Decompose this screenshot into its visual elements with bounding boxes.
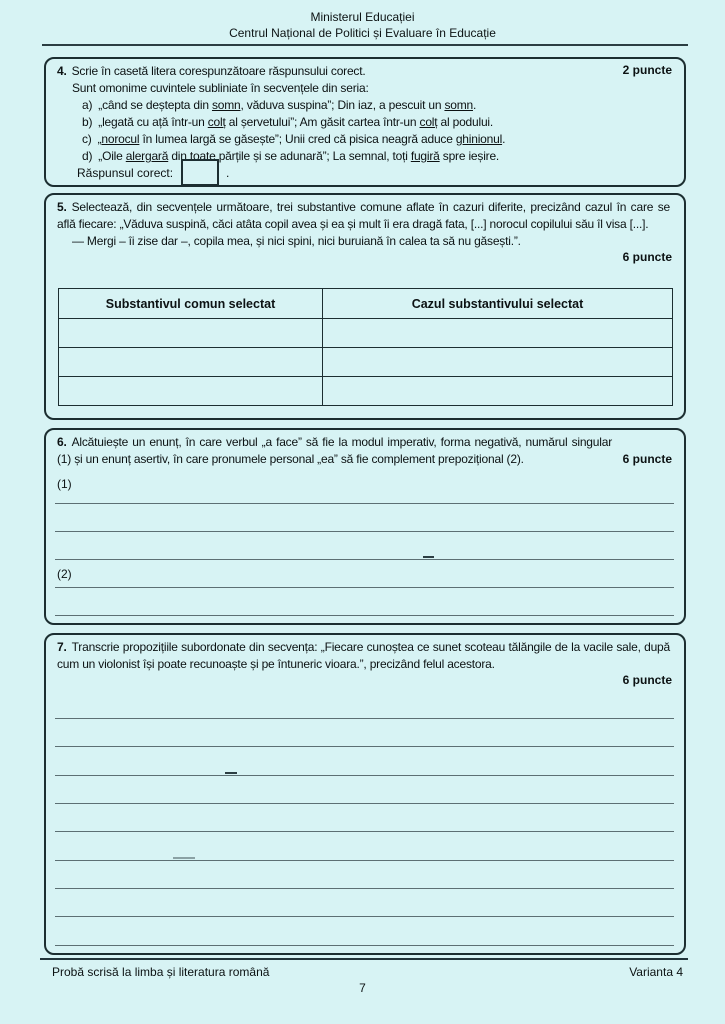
question-7-text — [46, 635, 684, 673]
answer-period: . — [226, 165, 230, 180]
question-6-number: 6. — [57, 435, 67, 449]
option-d-label: d) — [82, 149, 93, 163]
option-c-label: c) — [82, 132, 92, 146]
question-4-option-b — [82, 114, 670, 131]
table-row — [59, 348, 673, 377]
answer-1-label: (1) — [57, 477, 72, 491]
table-cell — [323, 377, 673, 406]
question-7-number: 7. — [57, 640, 67, 654]
question-4-prompt-line — [57, 63, 670, 80]
question-7-box — [44, 633, 686, 955]
underlined-word: colț — [207, 115, 226, 129]
question-5-points: 6 puncte — [622, 250, 672, 264]
answer-box — [181, 159, 219, 186]
underlined-word: alergară — [125, 149, 169, 163]
table-header-case: Cazul substantivului selectat — [323, 289, 673, 319]
header — [0, 9, 725, 41]
table-cell — [323, 319, 673, 348]
option-b-label: b) — [82, 115, 93, 129]
answer-2-label: (2) — [57, 567, 72, 581]
answer-line — [55, 587, 674, 588]
answer-label: Răspunsul corect: — [77, 165, 174, 180]
question-4-intro: Sunt omonime cuvintele subliniate în secvențele din seria: — [72, 81, 369, 95]
answer-line — [55, 775, 674, 776]
underlined-word: norocul — [101, 132, 140, 146]
table-cell — [323, 348, 673, 377]
option-b-text — [98, 115, 493, 129]
question-7-points: 6 puncte — [622, 673, 672, 687]
answer-line — [55, 803, 674, 804]
footer-exam-title: Probă scrisă la limba și literatura română — [52, 965, 270, 979]
text-segment: „legată cu ață într-un — [98, 115, 208, 129]
table-row — [59, 319, 673, 348]
q5-answer-table — [58, 288, 673, 406]
answer-line — [55, 559, 674, 560]
answer-line — [55, 945, 674, 946]
text-segment: al șervetului”; Am găsit cartea într-un — [225, 115, 420, 129]
text-segment: din toate părțile și se adunară”; La semnal, toți — [168, 149, 411, 163]
question-6-prompt-paragraph — [57, 434, 612, 468]
text-segment: , văduva suspina”; Din iaz, a pescuit un — [240, 98, 445, 112]
question-5-quote-line: — Mergi – îi zise dar –, copila mea, și nici spini, nici buruiană în calea ta să nu găsești.”. — [72, 234, 521, 248]
text-segment: în lumea largă se găsește”; Unii cred că pisica neagră aduce — [139, 132, 456, 146]
question-4-prompt: Scrie în casetă litera corespunzătoare răspunsului corect. — [71, 64, 366, 78]
question-6-points: 6 puncte — [622, 452, 672, 466]
question-4-option-a — [82, 97, 670, 114]
question-5-number: 5. — [57, 200, 67, 214]
answer-line — [55, 503, 674, 504]
table-cell — [59, 348, 323, 377]
answer-line — [55, 831, 674, 832]
option-a-label: a) — [82, 98, 93, 112]
header-ministry: Ministerul Educației — [310, 10, 415, 24]
text-segment: „ — [97, 132, 102, 146]
underlined-word: fugiră — [410, 149, 440, 163]
question-4-box — [44, 57, 686, 187]
answer-line — [55, 888, 674, 889]
stray-pen-mark — [423, 556, 434, 558]
option-c-text — [98, 132, 506, 146]
page-number: 7 — [359, 981, 366, 995]
text-segment: „când se deștepta din — [98, 98, 212, 112]
header-divider — [42, 44, 688, 46]
header-center: Centrul Național de Politici și Evaluare în Educație — [229, 26, 496, 40]
underlined-word: ghinionul — [455, 132, 503, 146]
text-segment: . — [502, 132, 506, 146]
question-5-box — [44, 193, 686, 420]
text-segment: al podului. — [437, 115, 494, 129]
underlined-word: somn — [211, 98, 241, 112]
underlined-word: somn — [444, 98, 473, 112]
answer-line — [55, 916, 674, 917]
question-4-points: 2 puncte — [622, 63, 672, 77]
text-segment: „Oile — [98, 149, 126, 163]
footer-variant: Varianta 4 — [629, 965, 683, 979]
question-4-text — [46, 59, 684, 165]
table-row — [59, 377, 673, 406]
question-5-prompt: Selectează, din secvențele următoare, trei substantive comune aflate în cazuri diferite, precizând cazul în care se află fiecare: „Văduva suspină, căci atâta copil avea și ea și mult îi era dragă fata, [...] norocul copilului său îl visa [...]. — [57, 200, 670, 231]
option-a-text — [98, 98, 476, 112]
question-6-prompt: Alcătuiește un enunț, în care verbul „a face” să fie la modul imperativ, forma negativă, numărul singular (1) și un enunț asertiv, în care pronumele personal „ea” să fie complement prepozițional (2). — [57, 435, 612, 466]
stray-pen-mark — [225, 772, 237, 774]
answer-line — [55, 718, 674, 719]
question-6-box — [44, 428, 686, 625]
answer-line — [55, 746, 674, 747]
answer-row — [77, 159, 229, 186]
table-cell — [59, 377, 323, 406]
table-header-noun: Substantivul comun selectat — [59, 289, 323, 319]
question-4-number: 4. — [57, 64, 67, 78]
question-5-prompt-paragraph — [57, 199, 670, 233]
table-header-row — [59, 289, 673, 319]
text-segment: spre ieșire. — [439, 149, 500, 163]
stray-pen-mark — [173, 857, 195, 859]
footer-divider — [40, 958, 688, 960]
text-segment: . — [472, 98, 477, 112]
question-7-prompt-paragraph — [57, 639, 670, 673]
underlined-word: colț — [419, 115, 438, 129]
answer-line — [55, 860, 674, 861]
answer-line — [55, 615, 674, 616]
question-4-option-c — [82, 131, 670, 148]
answer-line — [55, 531, 674, 532]
table-cell — [59, 319, 323, 348]
question-5-text — [46, 195, 684, 250]
question-6-text — [46, 430, 684, 468]
question-7-prompt: Transcrie propozițiile subordonate din secvența: „Fiecare cunoștea ce sunet scoteau tălăngile de la vacile sale, după cum un violonist își poate recunoaște și pe întuneric vioara.”, precizând felul acestora. — [57, 640, 670, 671]
